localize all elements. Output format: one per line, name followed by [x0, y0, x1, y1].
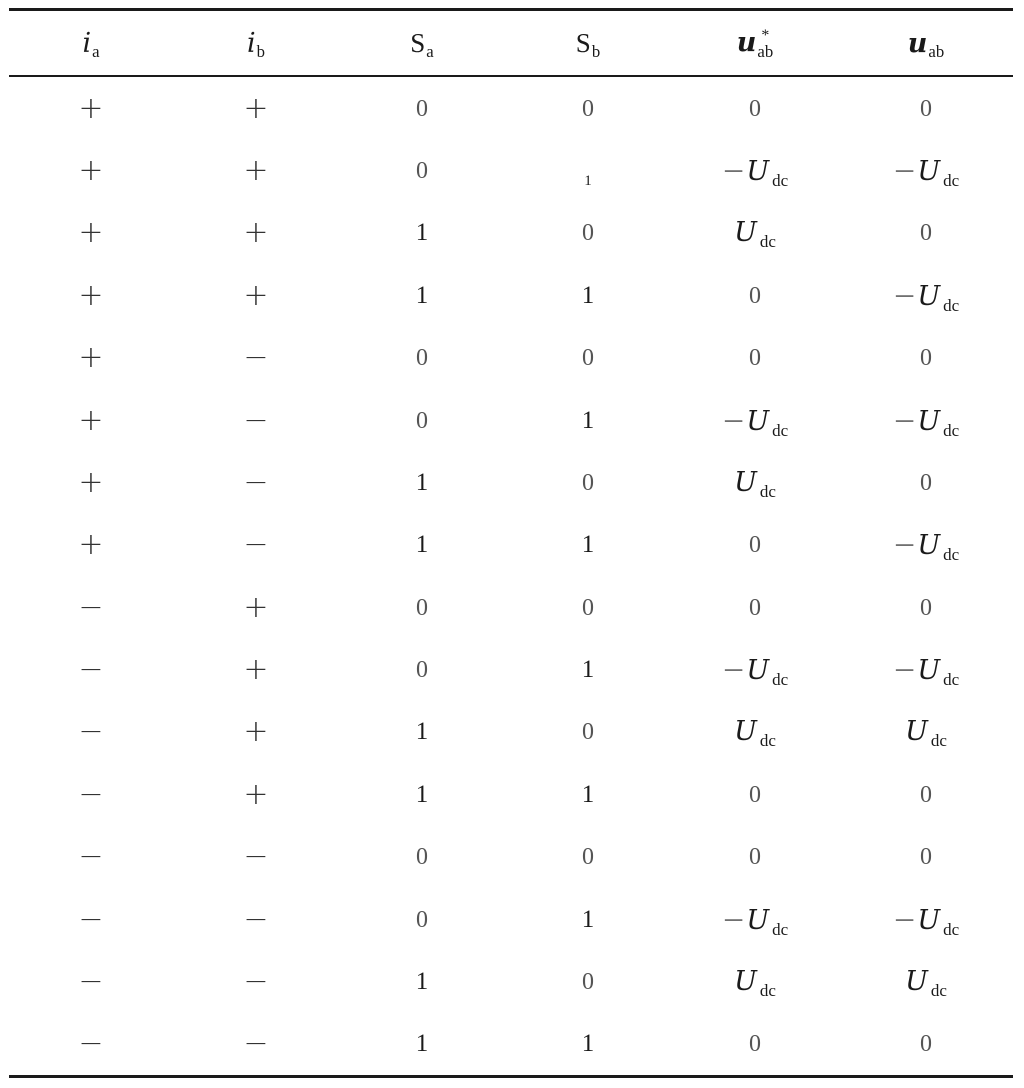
voltage-value: 0 [749, 594, 761, 621]
cell-sa [339, 576, 505, 638]
cell-uab-ref [671, 202, 839, 264]
table-row [9, 451, 1013, 513]
switch-state-value: 1 [581, 1030, 595, 1058]
sign-value: + [243, 714, 269, 750]
cell-uab-ref [671, 77, 839, 139]
voltage-symbol: U [734, 217, 757, 249]
cell-uab [839, 638, 1013, 700]
minus-sign: − [892, 528, 917, 562]
table-row [9, 1013, 1013, 1075]
switch-state-value: 1 [584, 172, 592, 189]
voltage-value: 0 [749, 1031, 761, 1058]
voltage-symbol: U [917, 405, 941, 437]
cell-sb [505, 888, 671, 950]
header-ib-base: i [246, 27, 256, 59]
cell-ia [9, 77, 173, 139]
table-row [9, 202, 1013, 264]
cell-uab-ref [671, 576, 839, 638]
minus-sign: − [721, 154, 746, 188]
header-sa [339, 11, 505, 75]
cell-uab-ref [671, 389, 839, 451]
voltage-value: 0 [920, 469, 932, 496]
cell-uab-ref [671, 763, 839, 825]
cell-sb [505, 202, 671, 264]
cell-uab [839, 264, 1013, 326]
sign-value: + [243, 90, 269, 126]
switch-state-value: 1 [415, 780, 429, 808]
cell-uab-ref [671, 327, 839, 389]
cell-uab-ref [671, 950, 839, 1012]
voltage-symbol: U [905, 965, 928, 997]
voltage-symbol: U [917, 156, 941, 188]
switching-state-table [9, 8, 1013, 1078]
sign-value: + [78, 215, 104, 251]
cell-sa [339, 638, 505, 700]
minus-sign: − [721, 403, 746, 437]
table-header [9, 11, 1013, 75]
cell-ia [9, 888, 173, 950]
switch-state-value: 0 [582, 345, 594, 372]
cell-ia [9, 701, 173, 763]
cell-sa [339, 389, 505, 451]
voltage-subscript: dc [759, 731, 776, 751]
voltage-value: 0 [749, 345, 761, 372]
header-uab-sub: ab [928, 41, 945, 61]
sign-value: + [78, 90, 104, 126]
minus-sign: − [721, 902, 746, 936]
switch-state-value: 1 [581, 406, 595, 434]
switch-state-value: 0 [582, 719, 594, 746]
cell-uab-ref [671, 1013, 839, 1075]
table-row [9, 638, 1013, 700]
sign-value: + [243, 589, 269, 625]
sign-value: + [78, 464, 104, 500]
cell-uab [839, 701, 1013, 763]
switch-state-value: 1 [415, 967, 429, 995]
cell-ia [9, 451, 173, 513]
cell-sa [339, 701, 505, 763]
header-ia-base: i [82, 27, 92, 59]
cell-uab-ref [671, 451, 839, 513]
voltage-symbol: U [746, 904, 770, 936]
cell-uab-ref [671, 638, 839, 700]
cell-ib [173, 139, 339, 201]
sign-value: + [243, 277, 269, 313]
table-row [9, 264, 1013, 326]
cell-uab-ref [671, 264, 839, 326]
voltage-value: 0 [749, 95, 761, 122]
switch-state-value: 0 [582, 469, 594, 496]
sign-value: + [78, 277, 104, 313]
table-row [9, 763, 1013, 825]
cell-ib [173, 451, 339, 513]
switch-state-value: 0 [416, 407, 428, 434]
sign-value: − [78, 963, 104, 999]
voltage-value: 0 [920, 844, 932, 871]
voltage-subscript: dc [772, 171, 789, 191]
table-row [9, 826, 1013, 888]
cell-ia [9, 1013, 173, 1075]
switch-state-value: 0 [416, 345, 428, 372]
cell-sb [505, 451, 671, 513]
cell-ia [9, 950, 173, 1012]
cell-ia [9, 763, 173, 825]
cell-ib [173, 638, 339, 700]
cell-uab-ref [671, 139, 839, 201]
voltage-subscript: dc [943, 545, 960, 565]
cell-sb [505, 950, 671, 1012]
switch-state-value: 0 [582, 95, 594, 122]
minus-sign: − [721, 653, 746, 687]
table-row [9, 950, 1013, 1012]
cell-sb [505, 576, 671, 638]
cell-uab [839, 389, 1013, 451]
minus-sign: − [892, 902, 917, 936]
voltage-symbol: U [917, 904, 941, 936]
cell-ib [173, 701, 339, 763]
cell-ia [9, 826, 173, 888]
voltage-value: 0 [749, 781, 761, 808]
cell-sa [339, 451, 505, 513]
sign-value: − [243, 527, 269, 563]
sign-value: + [78, 340, 104, 376]
cell-sa [339, 763, 505, 825]
cell-uab-ref [671, 701, 839, 763]
voltage-value: 0 [920, 345, 932, 372]
sign-value: + [243, 215, 269, 251]
cell-sa [339, 139, 505, 201]
voltage-subscript: dc [943, 295, 960, 315]
cell-uab [839, 451, 1013, 513]
sign-value: − [78, 652, 104, 688]
minus-sign: − [892, 154, 917, 188]
header-sb [505, 11, 671, 75]
voltage-value: 0 [749, 532, 761, 559]
voltage-value: 0 [749, 282, 761, 309]
voltage-subscript: dc [759, 481, 776, 501]
header-sb-base: S [575, 27, 591, 58]
cell-sa [339, 514, 505, 576]
cell-sb [505, 389, 671, 451]
table-row [9, 888, 1013, 950]
sign-value: + [243, 153, 269, 189]
switch-state-value: 0 [416, 844, 428, 871]
switch-state-value: 1 [415, 219, 429, 247]
sign-value: − [78, 589, 104, 625]
cell-ib [173, 264, 339, 326]
cell-ib [173, 950, 339, 1012]
cell-uab-ref [671, 826, 839, 888]
switch-state-value: 1 [581, 905, 595, 933]
header-uab-ref-sub: ab [757, 42, 774, 62]
voltage-value: 0 [749, 844, 761, 871]
sign-value: + [78, 527, 104, 563]
header-uab-base: u [907, 27, 928, 59]
switch-state-value: 1 [415, 1030, 429, 1058]
switch-state-value: 1 [581, 780, 595, 808]
voltage-symbol: U [734, 716, 757, 748]
cell-ia [9, 139, 173, 201]
table-row [9, 389, 1013, 451]
voltage-value: 0 [920, 220, 932, 247]
switch-state-value: 0 [416, 906, 428, 933]
cell-sa [339, 950, 505, 1012]
header-sb-sub: b [591, 41, 601, 61]
cell-sb [505, 77, 671, 139]
voltage-symbol: U [746, 405, 770, 437]
cell-sb [505, 327, 671, 389]
voltage-symbol: U [746, 655, 770, 687]
sign-value: − [78, 839, 104, 875]
cell-ia [9, 576, 173, 638]
voltage-value: 0 [920, 594, 932, 621]
voltage-value: 0 [920, 95, 932, 122]
cell-sa [339, 1013, 505, 1075]
cell-ia [9, 514, 173, 576]
sign-value: − [78, 1026, 104, 1062]
cell-ia [9, 264, 173, 326]
sign-value: + [78, 153, 104, 189]
voltage-subscript: dc [772, 919, 789, 939]
cell-sb [505, 139, 671, 201]
cell-ib [173, 576, 339, 638]
voltage-subscript: dc [943, 670, 960, 690]
switch-state-value: 0 [582, 594, 594, 621]
voltage-subscript: dc [943, 171, 960, 191]
table-row [9, 514, 1013, 576]
sign-value: − [243, 963, 269, 999]
cell-ib [173, 514, 339, 576]
sign-value: + [78, 402, 104, 438]
switch-state-value: 0 [416, 95, 428, 122]
cell-uab-ref [671, 888, 839, 950]
cell-ia [9, 202, 173, 264]
minus-sign: − [892, 403, 917, 437]
switch-state-value: 0 [582, 968, 594, 995]
table [9, 11, 1013, 1075]
voltage-subscript: dc [943, 420, 960, 440]
cell-uab [839, 77, 1013, 139]
sign-value: − [243, 464, 269, 500]
table-row [9, 701, 1013, 763]
cell-ib [173, 77, 339, 139]
cell-uab [839, 950, 1013, 1012]
switch-state-value: 1 [581, 656, 595, 684]
cell-uab [839, 202, 1013, 264]
sign-value: − [243, 839, 269, 875]
cell-ib [173, 389, 339, 451]
cell-sa [339, 826, 505, 888]
cell-sb [505, 1013, 671, 1075]
header-ia-sub: a [92, 41, 100, 61]
cell-ia [9, 327, 173, 389]
header-ib [173, 11, 339, 75]
switch-state-value: 1 [415, 468, 429, 496]
voltage-symbol: U [734, 466, 757, 498]
sign-value: − [78, 776, 104, 812]
table-row [9, 327, 1013, 389]
sign-value: − [243, 340, 269, 376]
voltage-value: 0 [920, 1031, 932, 1058]
sign-value: − [78, 714, 104, 750]
minus-sign: − [892, 278, 917, 312]
header-ib-sub: b [256, 41, 265, 61]
voltage-value: 0 [920, 781, 932, 808]
cell-sa [339, 888, 505, 950]
cell-sa [339, 202, 505, 264]
switch-state-value: 1 [581, 531, 595, 559]
cell-ia [9, 638, 173, 700]
switch-state-value: 0 [416, 594, 428, 621]
cell-sb [505, 264, 671, 326]
cell-uab [839, 888, 1013, 950]
cell-ib [173, 826, 339, 888]
cell-uab [839, 327, 1013, 389]
cell-sb [505, 514, 671, 576]
switch-state-value: 0 [416, 158, 428, 185]
switch-state-value: 0 [416, 657, 428, 684]
switch-state-value: 1 [415, 281, 429, 309]
cell-uab [839, 763, 1013, 825]
cell-uab [839, 514, 1013, 576]
header-uab-ref-scripts [757, 27, 774, 62]
voltage-symbol: U [905, 716, 928, 748]
voltage-subscript: dc [759, 980, 776, 1000]
cell-sb [505, 826, 671, 888]
header-ia [9, 11, 173, 75]
cell-ib [173, 763, 339, 825]
header-row [9, 11, 1013, 75]
header-uab [839, 11, 1013, 75]
cell-sa [339, 264, 505, 326]
header-uab-ref [671, 11, 839, 75]
cell-sb [505, 763, 671, 825]
voltage-subscript: dc [772, 670, 789, 690]
switch-state-value: 1 [581, 281, 595, 309]
sign-value: − [78, 901, 104, 937]
voltage-subscript: dc [772, 420, 789, 440]
cell-uab [839, 1013, 1013, 1075]
cell-ib [173, 202, 339, 264]
table-row [9, 576, 1013, 638]
bottom-rule [9, 1075, 1013, 1078]
minus-sign: − [892, 653, 917, 687]
voltage-symbol: U [917, 655, 941, 687]
sign-value: − [243, 901, 269, 937]
sign-value: + [243, 652, 269, 688]
cell-uab [839, 139, 1013, 201]
voltage-subscript: dc [930, 980, 947, 1000]
voltage-subscript: dc [943, 919, 960, 939]
sign-value: − [243, 1026, 269, 1062]
switch-state-value: 1 [415, 531, 429, 559]
voltage-subscript: dc [759, 232, 776, 252]
cell-ib [173, 1013, 339, 1075]
voltage-subscript: dc [930, 731, 947, 751]
switch-state-value: 1 [415, 718, 429, 746]
header-uab-ref-base: u [736, 27, 757, 59]
voltage-symbol: U [746, 156, 770, 188]
cell-sa [339, 77, 505, 139]
cell-sa [339, 327, 505, 389]
sign-value: + [243, 776, 269, 812]
table-row [9, 139, 1013, 201]
table-body [9, 75, 1013, 1075]
table-row [9, 77, 1013, 139]
cell-uab [839, 576, 1013, 638]
switch-state-value: 0 [582, 220, 594, 247]
cell-ia [9, 389, 173, 451]
switch-state-value: 0 [582, 844, 594, 871]
header-uab-ref-sup: * [761, 27, 770, 45]
voltage-symbol: U [917, 530, 941, 562]
cell-sb [505, 701, 671, 763]
header-sa-sub: a [426, 41, 434, 61]
voltage-symbol: U [734, 965, 757, 997]
cell-ib [173, 888, 339, 950]
cell-sb [505, 638, 671, 700]
cell-uab [839, 826, 1013, 888]
voltage-symbol: U [917, 280, 941, 312]
cell-ib [173, 327, 339, 389]
header-sa-base: S [410, 27, 426, 58]
cell-uab-ref [671, 514, 839, 576]
sign-value: − [243, 402, 269, 438]
